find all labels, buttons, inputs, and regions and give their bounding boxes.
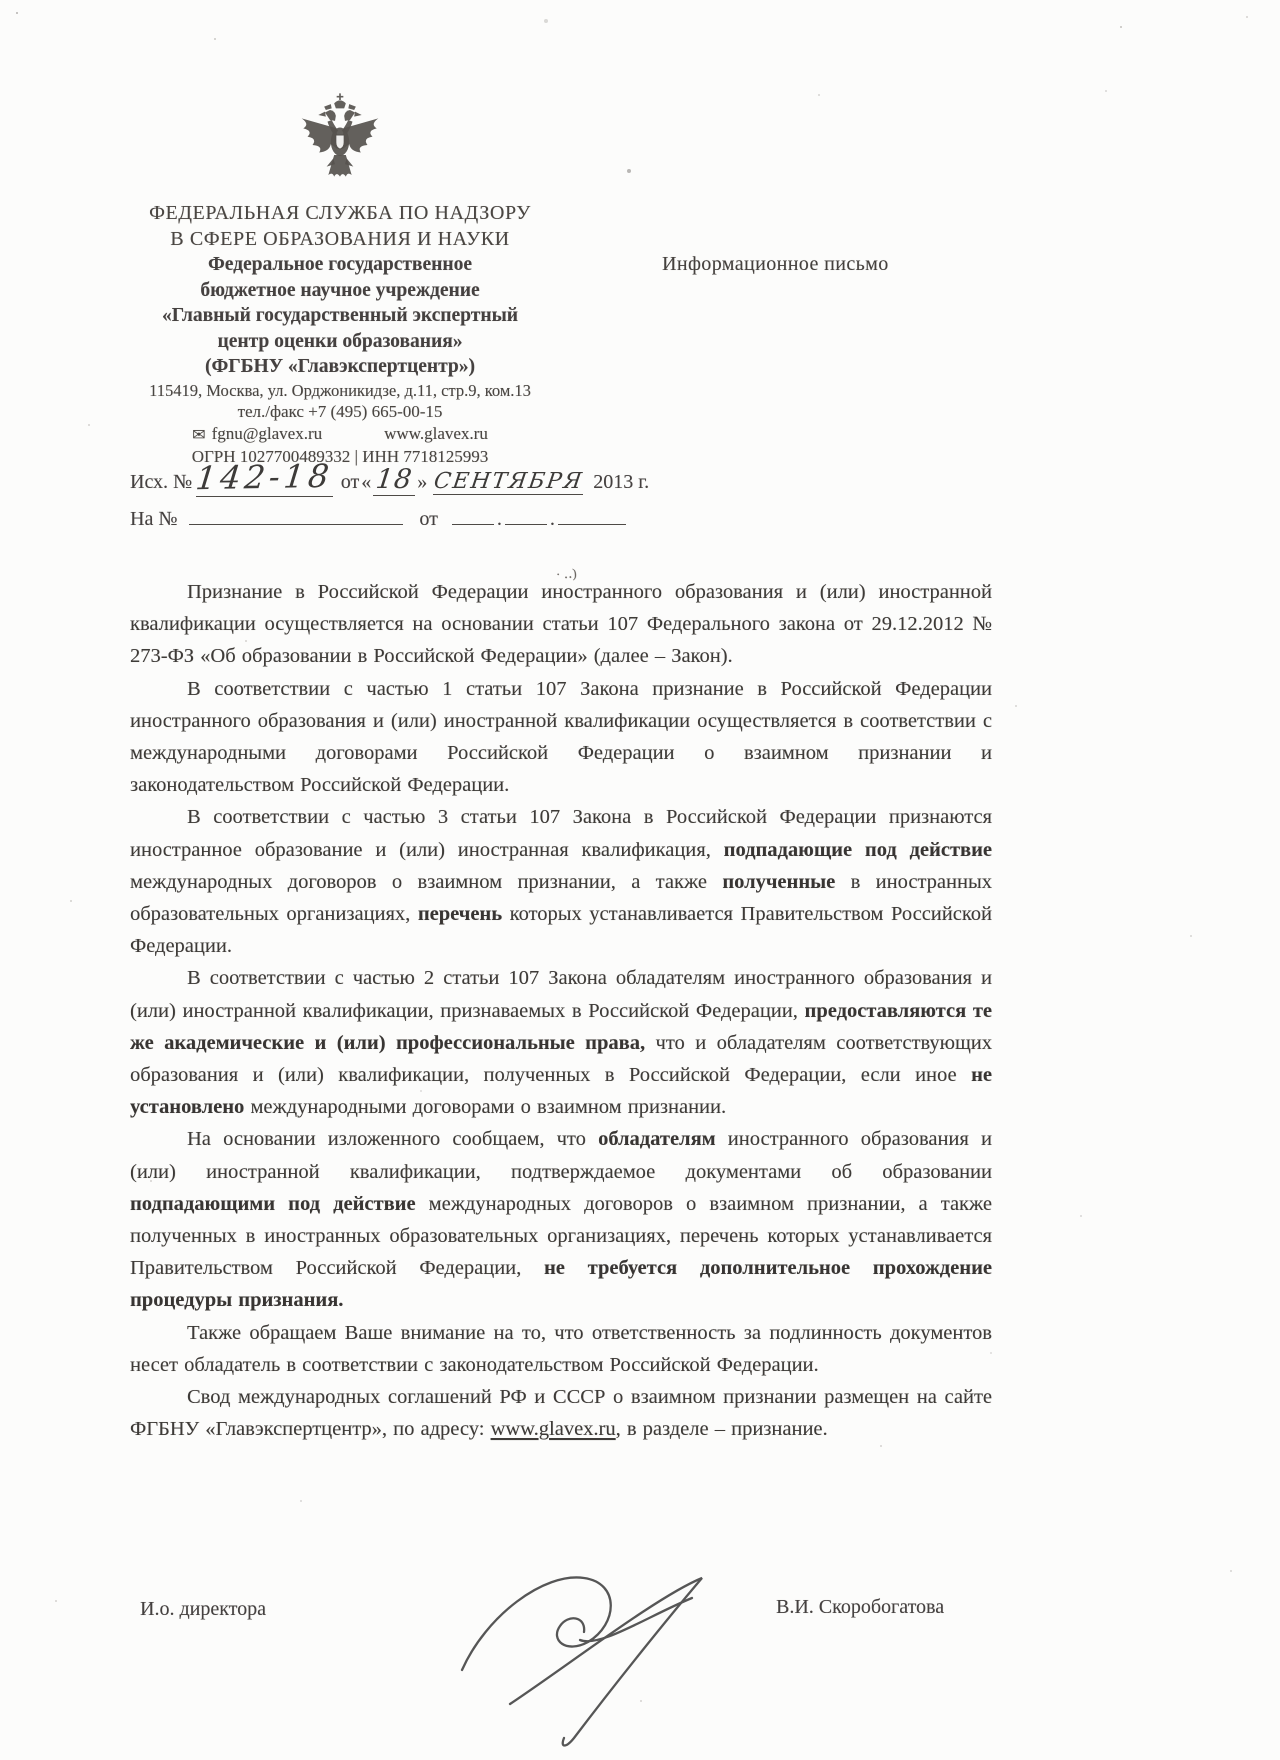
body-text-run: Признание в Российской Федерации иностранного образования и (или) иностранной квалификации осуществляется на основании статьи 107 Федерального закона от 29.12.2012 № 273-ФЗ «Об образовании в Российской Федерации» (далее – Закон).	[130, 581, 992, 668]
paragraph	[130, 962, 992, 1123]
reference-number-line	[130, 508, 626, 531]
outgoing-day-blank	[373, 464, 415, 496]
open-quote: «	[361, 471, 372, 493]
reference-date-blank-2	[505, 524, 547, 525]
bold-emphasis-text: предоставляются те же академические и (или) профессиональные права,	[130, 999, 993, 1054]
ogrn-inn-line: ОГРН 1027700489332 | ИНН 7718125993	[191, 446, 489, 466]
outgoing-month-blank	[433, 469, 583, 495]
contact-line	[95, 423, 585, 446]
handwritten-signature	[452, 1552, 712, 1757]
date-dot: .	[496, 508, 502, 530]
body-text-run: В соответствии с частью 2 статьи 107 Закона обладателям иностранного образования и (или) иностранной квалификации, признаваемых в Российской Федерации,	[130, 967, 992, 1022]
bold-emphasis-text: перечень	[417, 903, 503, 926]
letterhead	[95, 88, 585, 468]
signer-name-label: В.И. Скоробогатова	[776, 1596, 945, 1618]
body-text-run: , в разделе – признание.	[615, 1418, 828, 1441]
body-text-run: международными договорами о взаимном признании.	[244, 1096, 727, 1119]
inline-url-text: www.glavex.ru	[490, 1418, 616, 1441]
org-email: fgnu@glavex.ru	[211, 423, 323, 443]
paragraph	[130, 801, 992, 962]
bold-emphasis-text: подпадающие под действие	[723, 838, 992, 861]
signer-position-label: И.о. директора	[140, 1598, 267, 1620]
org-website: www.glavex.ru	[384, 423, 488, 443]
body-text-run: Также обращаем Ваше внимание на то, что ответственность за подлинность документов несет обладатель в соответствии с законодательством Российской Федерации.	[130, 1321, 992, 1376]
body-text-run: международных договоров о взаимном признании, а также	[130, 870, 723, 893]
agency-name-line2: В СФЕРЕ ОБРАЗОВАНИЯ И НАУКИ	[170, 228, 510, 250]
paragraph	[130, 576, 992, 673]
bold-emphasis-text: подпадающими под действие	[130, 1192, 416, 1215]
bold-emphasis-text: не установлено	[130, 1064, 992, 1119]
paragraph	[130, 1381, 992, 1445]
org-short-name: (ФГБНУ «Главэкспертцентр»)	[205, 356, 475, 377]
close-quote: »	[417, 471, 428, 493]
body-text-run: что и обладателям соответствующих образования и (или) квалификации, полученных в Российской Федерации, если иное	[130, 1031, 992, 1087]
outgoing-from-label: от	[340, 471, 360, 493]
outgoing-number-line	[130, 458, 649, 497]
outgoing-year-label: 2013 г.	[593, 471, 650, 493]
bold-emphasis-text: полученные	[722, 870, 836, 893]
body-text-run: В соответствии с частью 1 статьи 107 Закона признание в Российской Федерации иностранного образования и (или) иностранной квалификации осуществляется в соответствии с международными договорами Российской Федерации о взаимном признании и законодательством Российской Федерации.	[130, 677, 992, 797]
body-text-run: Свод международных соглашений РФ и СССР о взаимном признании размещен на сайте ФГБНУ «Главэкспертцентр», по адресу:	[130, 1386, 992, 1441]
body-paragraphs	[130, 576, 992, 1445]
handwritten-month: СЕНТЯБРЯ	[431, 469, 585, 494]
body-text-run: иностранного образования и (или) иностранной квалификации, подтверждаемое документами об образовании	[130, 1128, 992, 1183]
org-name-line3: «Главный государственный экспертный	[161, 305, 519, 326]
org-address: 115419, Москва, ул. Орджоникидзе, д.11, стр.9, ком.13	[149, 380, 531, 400]
paragraph	[130, 1123, 992, 1316]
org-phone: тел./факс +7 (495) 665-00-15	[237, 401, 443, 421]
reference-number-blank	[189, 524, 403, 525]
reference-date-blank-1	[452, 524, 494, 525]
org-name-line4: центр оценки образования»	[217, 330, 463, 352]
reference-from-label: от	[419, 508, 438, 530]
reference-date-blank-3	[558, 524, 626, 525]
agency-name-line1: ФЕДЕРАЛЬНАЯ СЛУЖБА ПО НАДЗОРУ	[149, 202, 531, 224]
reference-label: На №	[130, 508, 178, 530]
body-text-run: международных договоров о взаимном признании, а также полученных в иностранных образовательных организациях, перечень которых устанавливается Правительством Российской Федерации,	[130, 1192, 992, 1280]
outgoing-prefix-label: Исх. №	[130, 471, 193, 493]
body-text-run: В соответствии с частью 3 статьи 107 Закона в Российской Федерации признаются иностранное образование и (или) иностранная квалификация,	[130, 806, 992, 861]
envelope-icon: ✉	[192, 426, 206, 444]
body-text-run: в иностранных образовательных организациях,	[130, 870, 992, 926]
scan-noise-specks	[0, 0, 2, 2]
document-type-label: Информационное письмо	[662, 253, 889, 275]
paragraph	[130, 1317, 992, 1381]
org-name-line2: бюджетное научное учреждение	[200, 279, 480, 301]
date-dot: .	[549, 508, 555, 530]
bold-emphasis-text: не требуется дополнительное прохождение процедуры признания.	[130, 1257, 992, 1312]
outgoing-number-blank	[196, 458, 333, 497]
body-text-run: На основании изложенного сообщаем, что	[187, 1128, 599, 1151]
handwritten-day: 18	[374, 464, 415, 495]
handwritten-outgoing-number: 142-18	[194, 456, 335, 498]
coat-of-arms-eagle-icon	[95, 88, 585, 196]
body-text-run: которых устанавливается Правительством Российской Федерации.	[130, 903, 992, 958]
bold-emphasis-text: обладателям	[598, 1128, 716, 1151]
org-name-line1: Федеральное государственное	[208, 254, 472, 275]
paragraph	[130, 673, 992, 802]
